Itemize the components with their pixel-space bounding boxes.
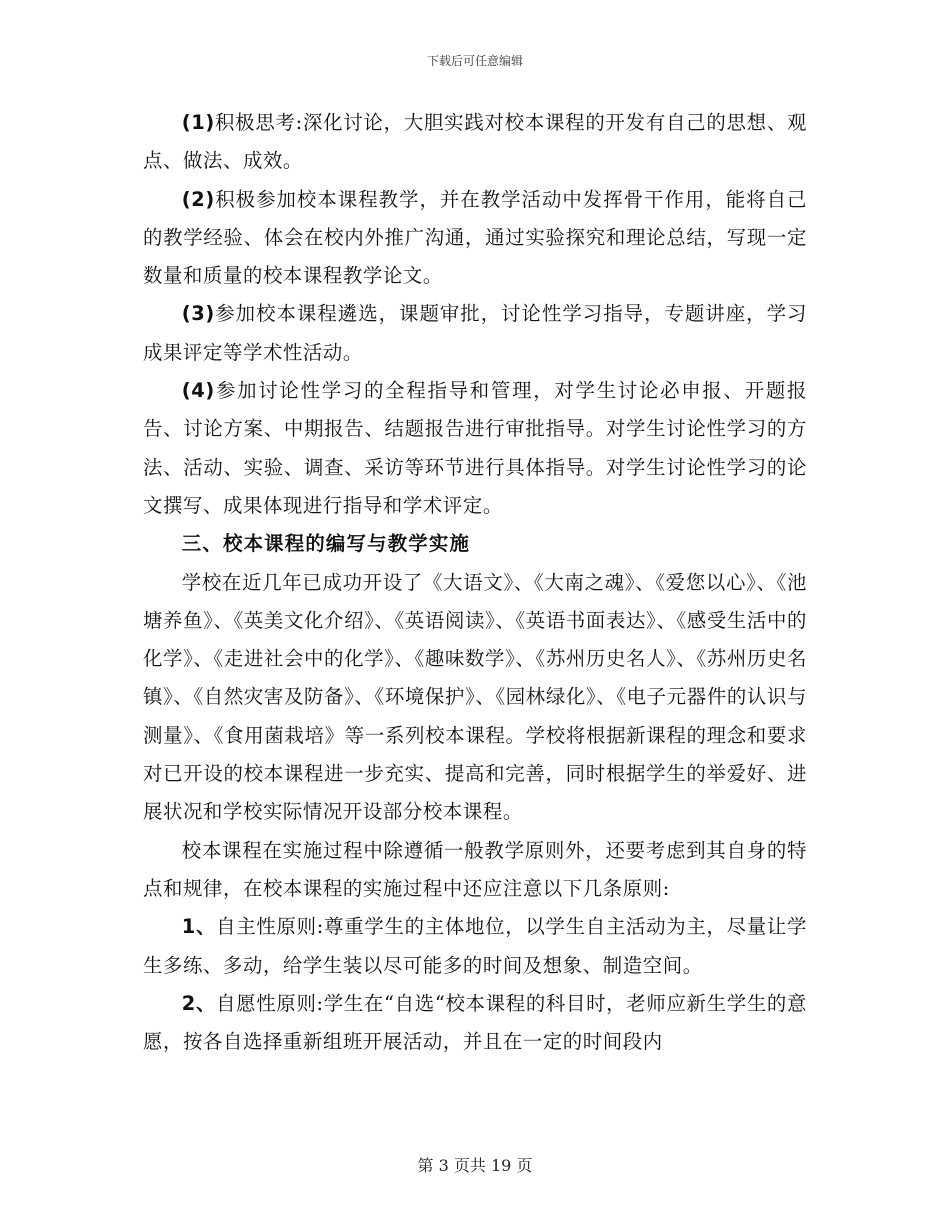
- paragraph-8: [143, 985, 807, 1062]
- paragraph-text: 参加讨论性学习的全程指导和管理，对学生讨论必申报、开题报告、讨论方案、中期报告、结题报告进行审批指导。对学生讨论性学习的方法、活动、实验、调查、采访等环节进行具体指导。对学生讨论性学习的论文撰写、成果体现进行指导和学术评定。: [143, 379, 807, 517]
- paragraph-2: [143, 181, 807, 296]
- item-number: (3): [181, 302, 215, 326]
- paragraph-3: [143, 295, 807, 372]
- section-heading: 三、校本课程的编写与教学实施: [181, 532, 471, 556]
- item-number: (4): [181, 379, 215, 403]
- page-number: 第 3 页共 19 页: [417, 1156, 533, 1175]
- paragraph-5: 学校在近几年已成功开设了《大语文》、《大南之魂》、《爱您以心》、《池塘养鱼》、《英美文化介绍》、《英语阅读》、《英语书面表达》、《感受生活中的化学》、《走进社会中的化学》、《趣味数学》、《苏州历史名人》、《苏州历史名镇》、《自然灾害及防备》、《环境保护》、《园林绿化》、《电子元器件的认识与测量》、《食用菌栽培》等一系列校本课程。学校将根据新课程的理念和要求对已开设的校本课程进一步充实、提高和完善，同时根据学生的举爱好、进展状况和学校实际情况开设部分校本课程。: [143, 570, 807, 824]
- item-number: (2): [181, 187, 215, 211]
- document-body: [143, 104, 807, 1061]
- paragraph-7: [143, 908, 807, 985]
- paragraph-6: 校本课程在实施过程中除遵循一般教学原则外，还要考虑到其自身的特点和规律，在校本课程的实施过程中还应注意以下几条原则:: [143, 838, 807, 900]
- page-header: 下载后可任意编辑: [426, 54, 523, 68]
- paragraph-text: 自主性原则:尊重学生的主体地位，以学生自主活动为主，尽量让学生多练、多动，给学生装以尽可能多的时间及想象、制造空间。: [143, 915, 807, 977]
- paragraph-text: 自愿性原则:学生在“自选“校本课程的科目时，老师应新生学生的意愿，按各自选择重新组班开展活动，并且在一定的时间段内: [143, 991, 807, 1054]
- paragraph-text: 积极参加校本课程教学，并在教学活动中发挥骨干作用，能将自己的教学经验、体会在校内外推广沟通，通过实验探究和理论总结，写现一定数量和质量的校本课程教学论文。: [143, 187, 807, 288]
- item-number: 1、: [181, 915, 217, 939]
- paragraph-text: 参加校本课程遴选，课题审批，讨论性学习指导，专题讲座，学习成果评定等学术性活动。: [143, 302, 807, 364]
- paragraph-text: 积极思考:深化讨论，大胆实践对校本课程的开发有自己的思想、观点、做法、成效。: [143, 111, 807, 173]
- paragraph-1: [143, 104, 807, 181]
- item-number: 2、: [181, 991, 217, 1015]
- paragraph-4: [143, 372, 807, 525]
- item-number: (1): [181, 111, 215, 134]
